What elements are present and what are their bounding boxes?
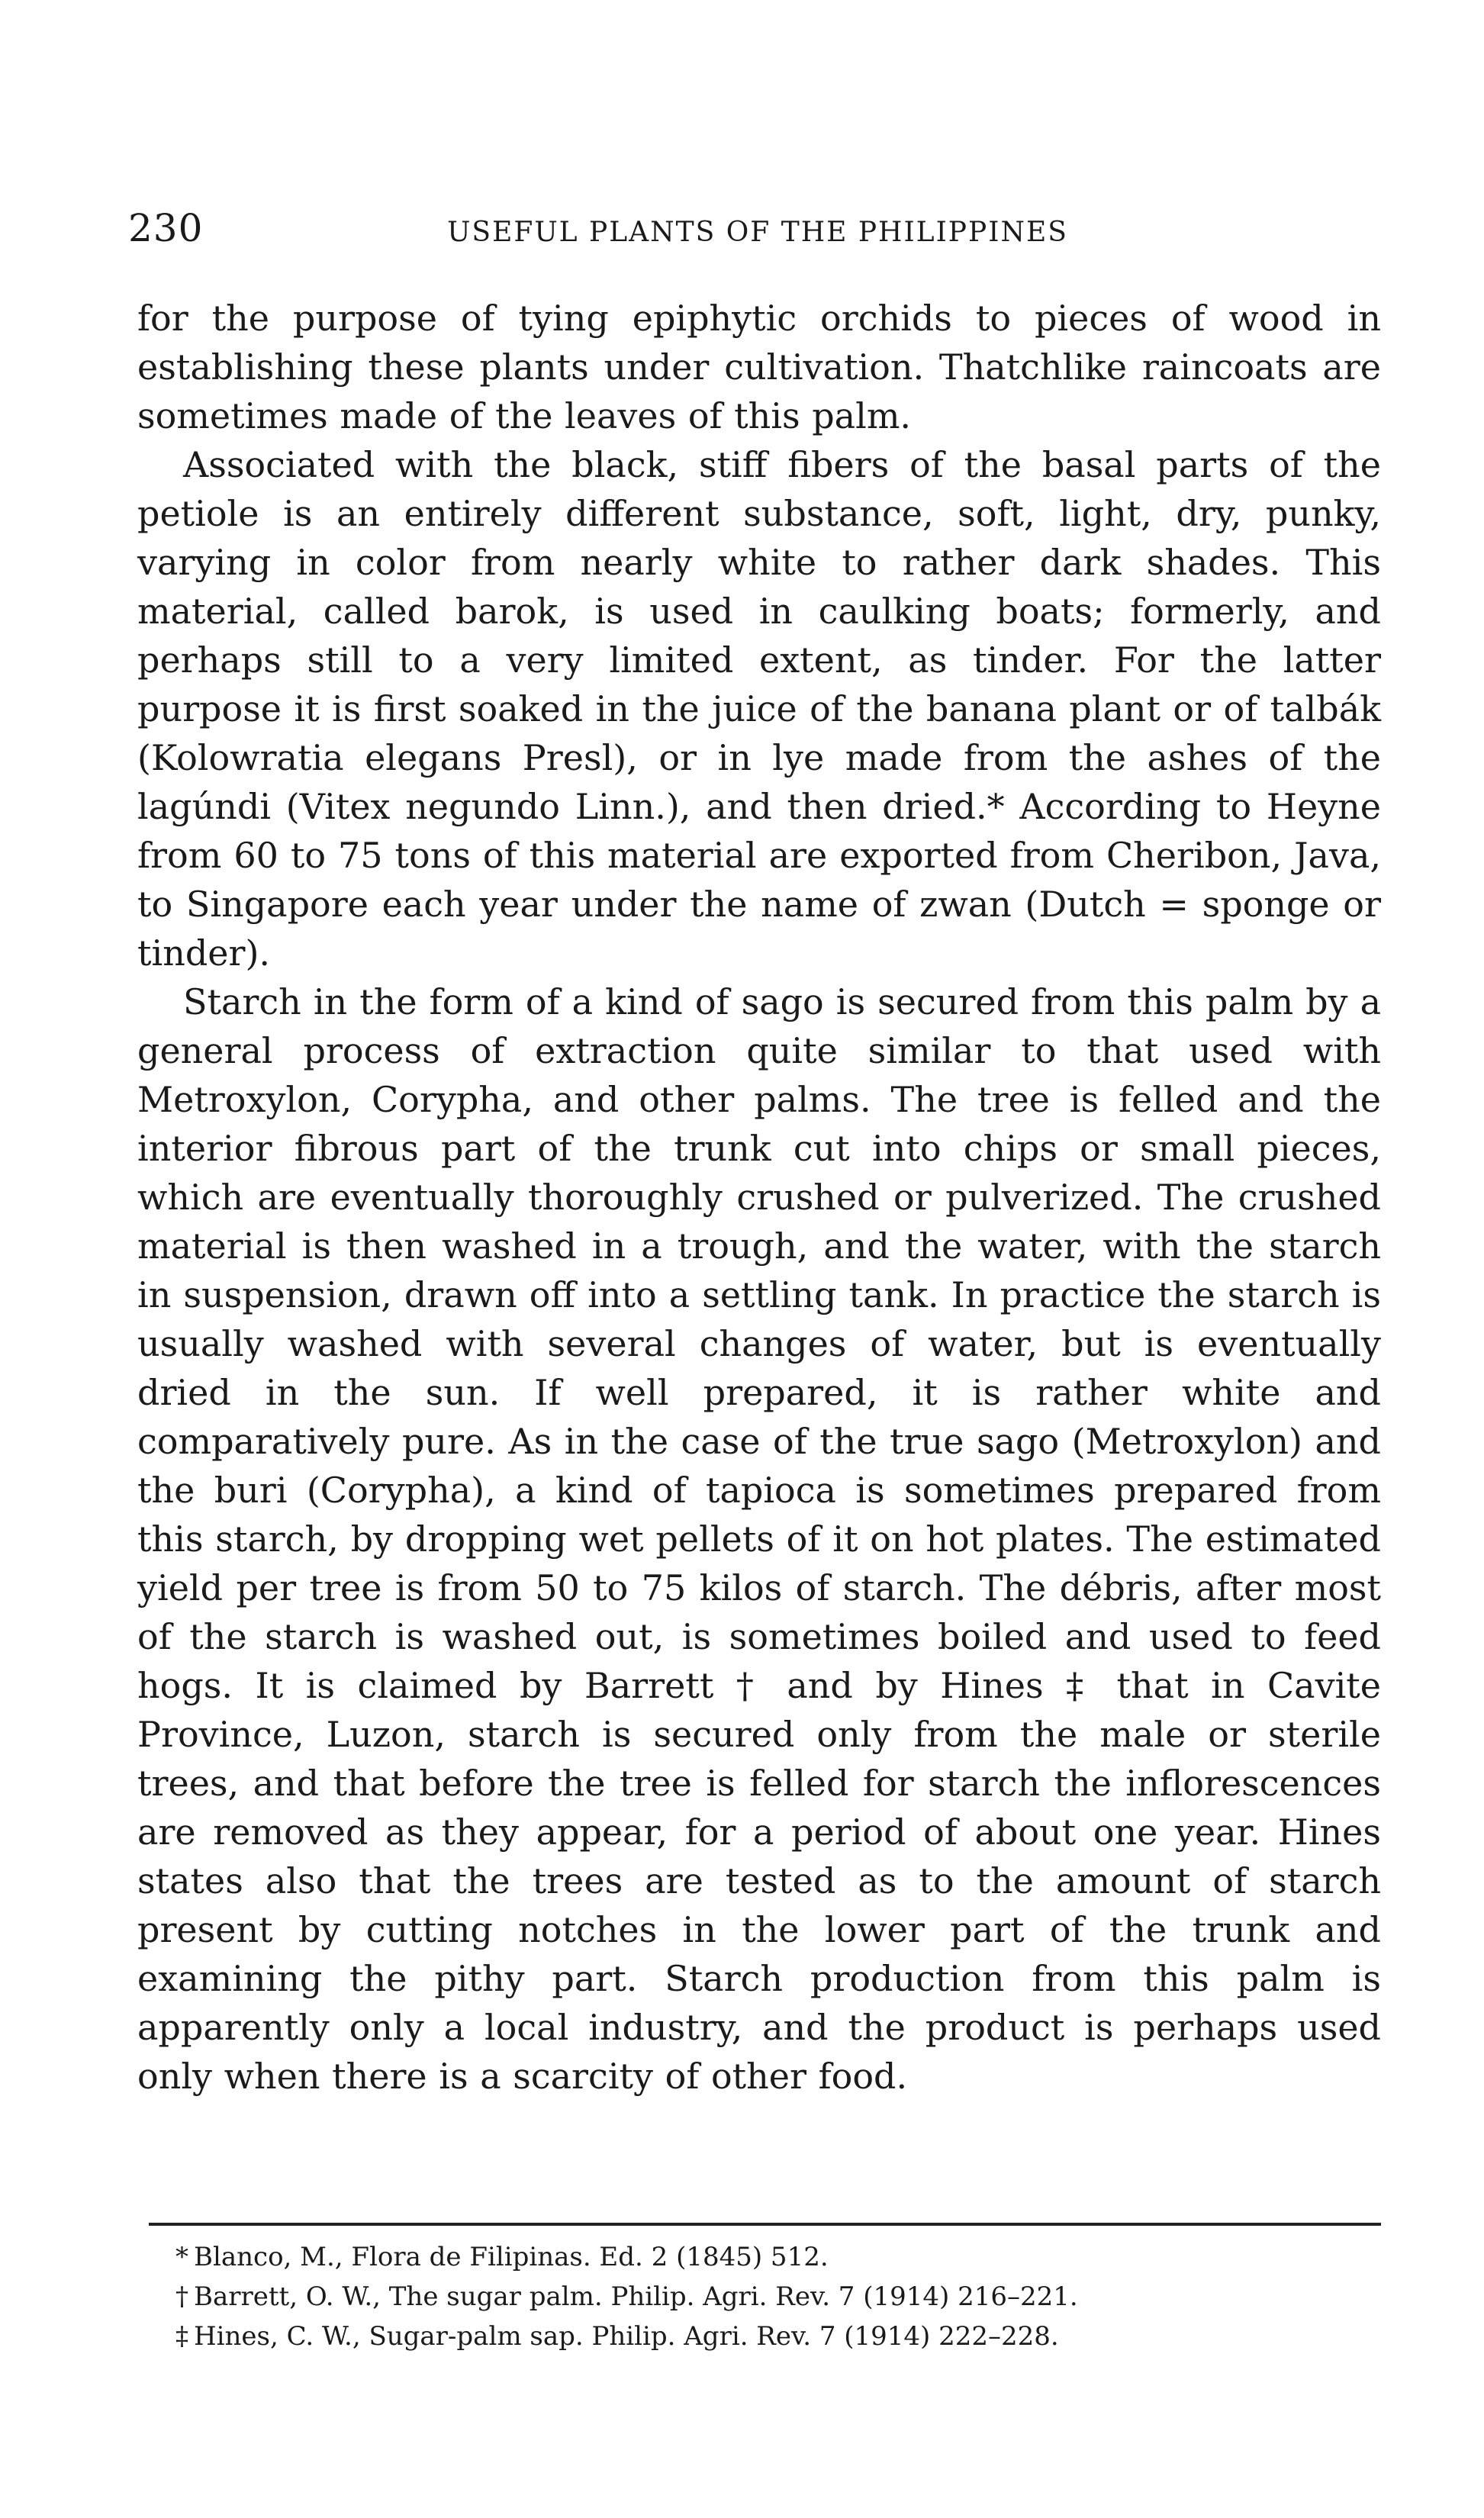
running-title: USEFUL PLANTS OF THE PHILIPPINES	[447, 217, 1068, 248]
paragraph: for the purpose of tying epiphytic orchids to pieces of wood in establishing these plants under cultivation. Thatchlike raincoats are sometimes made of the leaves of this palm.	[137, 298, 1381, 436]
footnote-divider	[149, 2223, 1381, 2226]
footnote-mark: *	[175, 2242, 188, 2272]
footnote-mark: †	[175, 2281, 188, 2312]
paragraph: Associated with the black, stiff fibers of the basal parts of the petiole is an entirely different substance, soft, light, dry, punky, varying in color from nearly white to rather dark shades. This material, called barok, is used in caulking boats; formerly, and perhaps still to a very limited extent, as tinder. For the latter purpose it is first soaked in the juice of the banana plant or of talbák (Kolowratia elegans Presl), or in lye made from the ashes of the lagúndi (Vitex negundo Linn.), and then dried.* According to Heyne from 60 to 75 tons of this material are exported from Cheribon, Java, to Singapore each year under the name of zwan (Dutch = sponge or tinder).	[137, 444, 1381, 974]
footnote	[175, 2317, 1381, 2356]
footnotes	[175, 2237, 1381, 2356]
body-text	[137, 294, 1381, 2101]
footnote-text: Blanco, M., Flora de Filipinas. Ed. 2 (1845) 512.	[194, 2242, 829, 2272]
paragraph: Starch in the form of a kind of sago is secured from this palm by a general process of extraction quite similar to that used with Metroxylon, Corypha, and other palms. The tree is felled and the interior fibrous part of the trunk cut into chips or small pieces, which are eventually thoroughly crushed or pulverized. The crushed material is then washed in a trough, and the water, with the starch in suspension, drawn off into a settling tank. In practice the starch is usually washed with several changes of water, but is eventually dried in the sun. If well prepared, it is rather white and comparatively pure. As in the case of the true sago (Metroxylon) and the buri (Corypha), a kind of tapioca is sometimes prepared from this starch, by dropping wet pellets of it on hot plates. The estimated yield per tree is from 50 to 75 kilos of starch. The débris, after most of the starch is washed out, is sometimes boiled and used to feed hogs. It is claimed by Barrett † and by Hines ‡ that in Cavite Province, Luzon, starch is secured only from the male or sterile trees, and that before the tree is felled for starch the inflorescences are removed as they appear, for a period of about one year. Hines states also that the trees are tested as to the amount of starch present by cutting notches in the lower part of the trunk and examining the pithy part. Starch production from this palm is apparently only a local industry, and the product is perhaps used only when there is a scarcity of other food.	[137, 981, 1381, 2097]
footnote-text: Barrett, O. W., The sugar palm. Philip. Agri. Rev. 7 (1914) 216–221.	[194, 2281, 1078, 2312]
footnote	[175, 2277, 1381, 2317]
footnote	[175, 2237, 1381, 2277]
footnote-mark: ‡	[175, 2321, 188, 2352]
page-header	[128, 206, 1387, 259]
footnote-text: Hines, C. W., Sugar-palm sap. Philip. Agri. Rev. 7 (1914) 222–228.	[194, 2321, 1059, 2352]
page-number: 230	[128, 206, 204, 250]
